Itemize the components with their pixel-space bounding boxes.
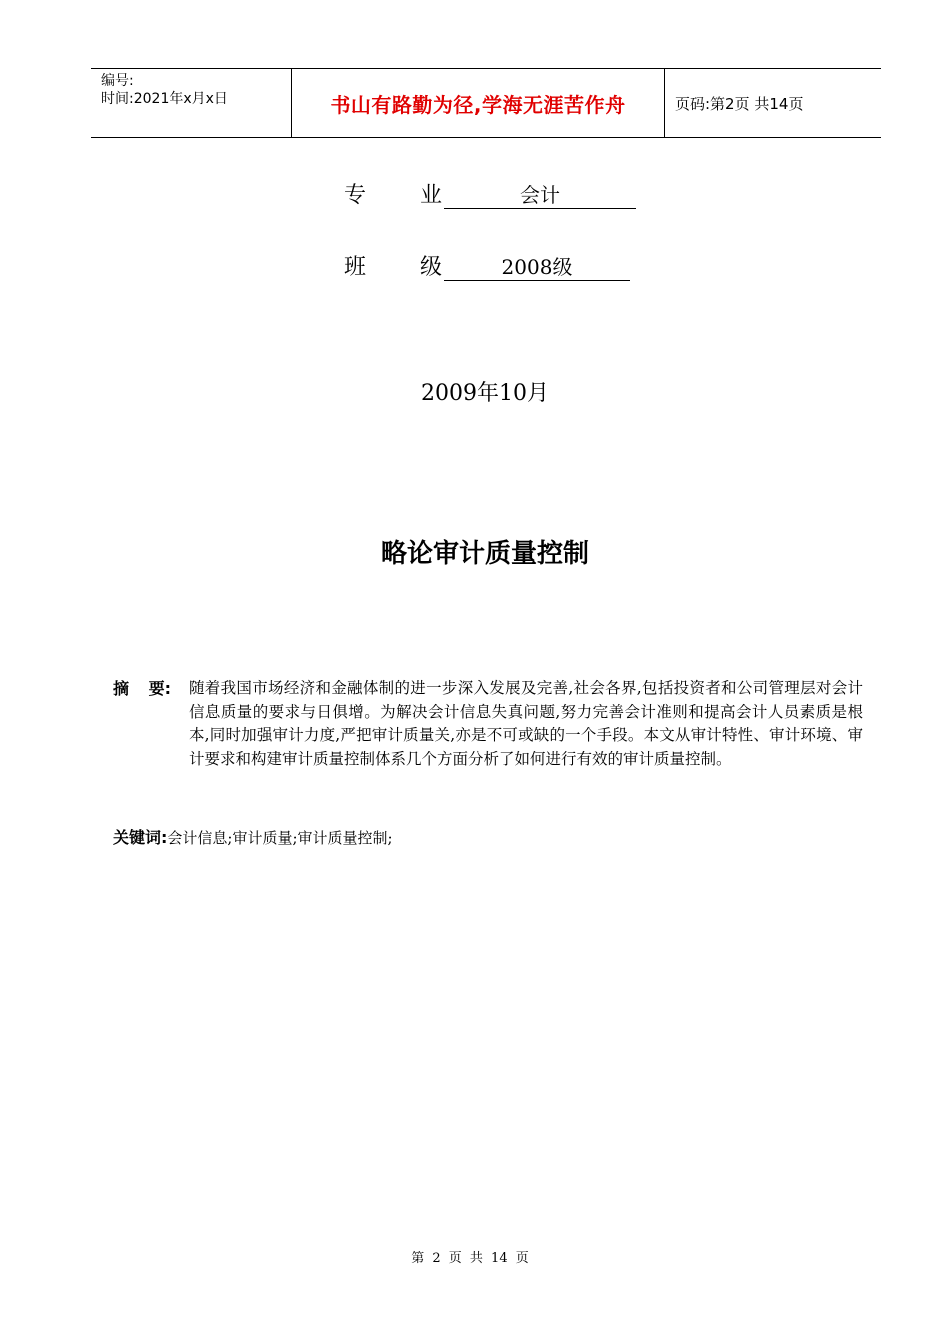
class-label-1: 班 [344, 255, 367, 280]
class-field [344, 250, 630, 281]
major-value: 会计 [444, 182, 636, 209]
document-date: 2009年10月 [421, 381, 549, 406]
keywords-section [113, 825, 393, 848]
abstract-label: 摘 要: [113, 679, 171, 698]
page-footer: 第 2 页 共 14 页 [411, 1251, 529, 1266]
page-header [91, 68, 881, 138]
class-value: 2008级 [444, 254, 630, 281]
header-meta [91, 69, 292, 137]
number-label: 编号: [101, 73, 134, 89]
abstract-section [113, 677, 863, 771]
keywords-label: 关键词: [113, 828, 168, 847]
header-motto: 书山有路勤为径,学海无涯苦作舟 [292, 69, 665, 137]
major-label-2: 业 [420, 183, 443, 208]
time-label: 时间:2021年x月x日 [101, 91, 228, 107]
header-page-info: 页码:第2页 共14页 [675, 94, 804, 113]
abstract-text: 随着我国市场经济和金融体制的进一步深入发展及完善,社会各界,包括投资者和公司管理层对会计信息质量的要求与日俱增。为解决会计信息失真问题,努力完善会计准则和提高会计人员素质是根本,同时加强审计力度,严把审计质量关,亦是不可或缺的一个手段。本文从审计特性、审计环境、审计要求和构建审计质量控制体系几个方面分析了如何进行有效的审计质量控制。 [189, 679, 863, 768]
class-label-2: 级 [420, 255, 443, 280]
document-title: 略论审计质量控制 [380, 539, 589, 569]
major-label-1: 专 [344, 183, 367, 208]
major-field [344, 178, 636, 209]
keywords-text: 会计信息;审计质量;审计质量控制; [167, 829, 393, 847]
